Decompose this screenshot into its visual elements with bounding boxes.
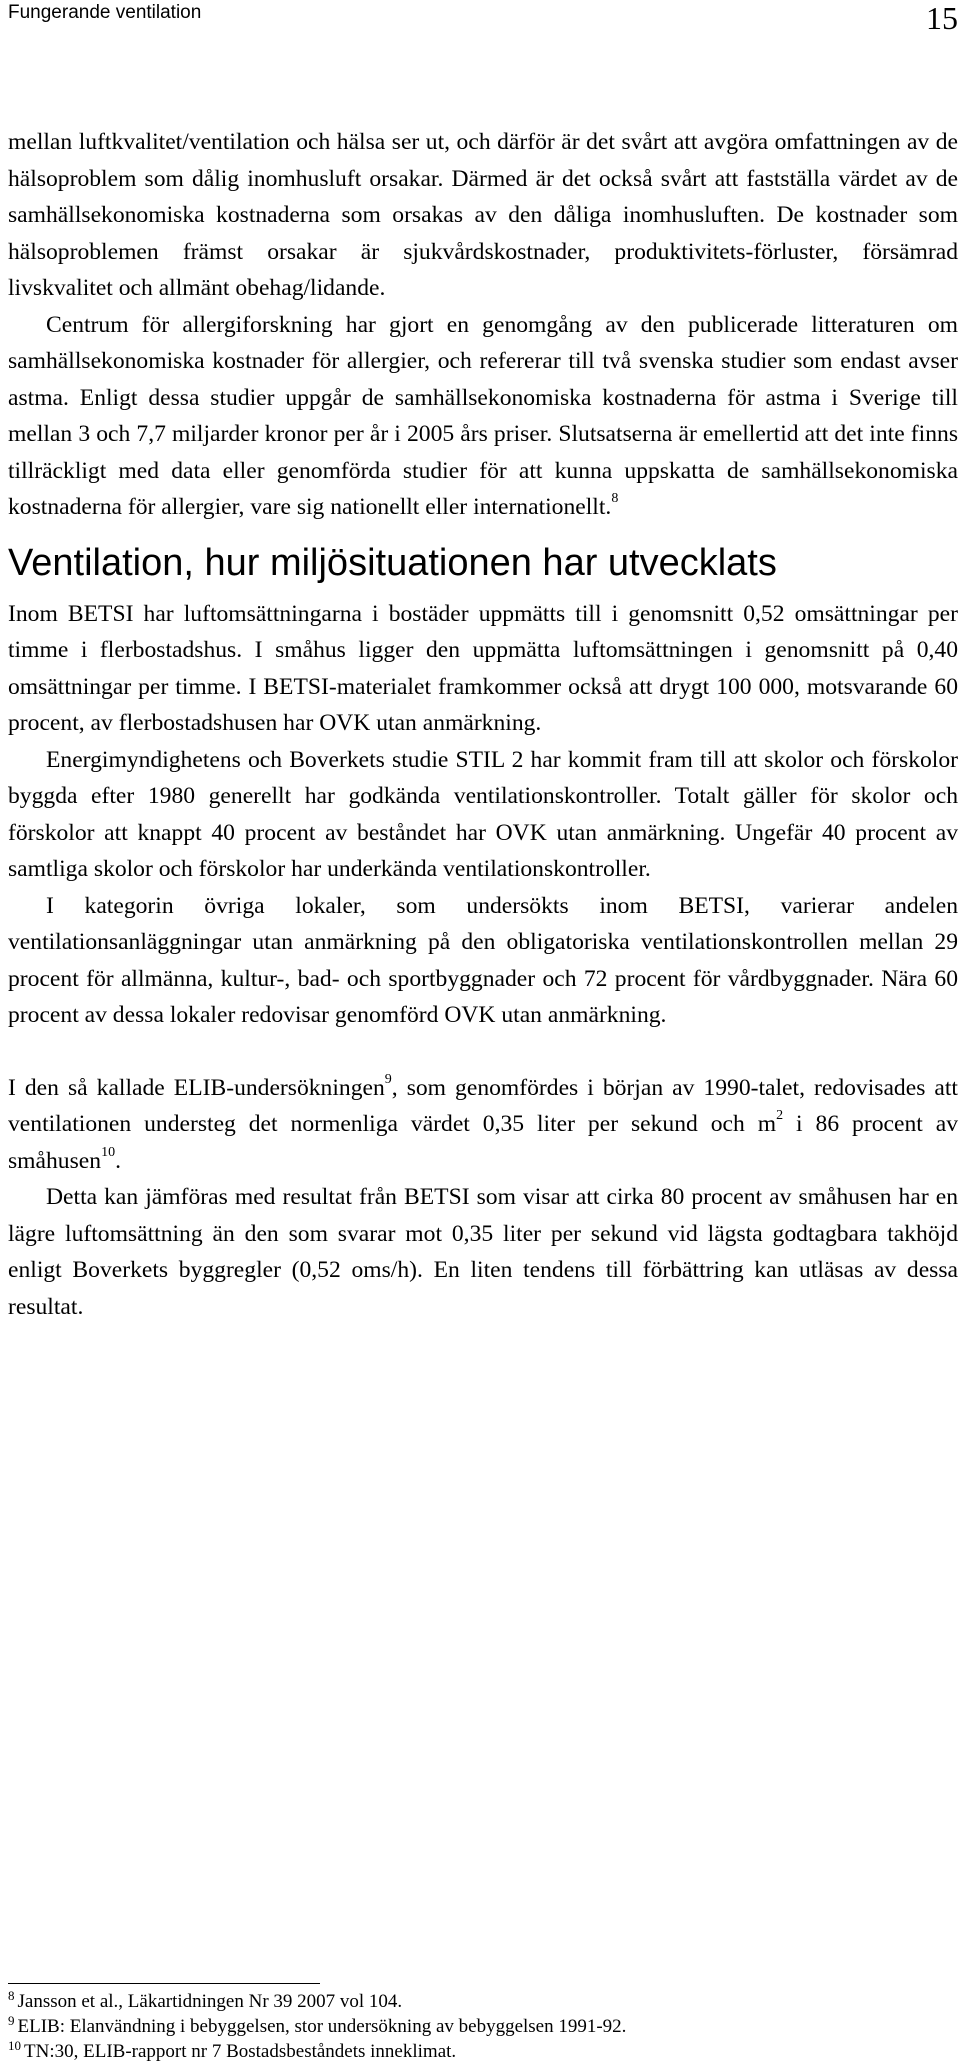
page-header — [8, 0, 958, 40]
paragraph: I kategorin övriga lokaler, som undersökts inom BETSI, varierar andelen ventilationsanläggningar utan anmärkning på den obligatoriska ventilationskontrollen mellan 29 procent för allmänna, kultur-, bad- och sportbyggnader och 72 procent för vårdbyggnader. Nära 60 procent av dessa lokaler redovisar genomförd OVK utan anmärkning. — [8, 892, 958, 1028]
paragraph: mellan luftkvalitet/ventilation och hälsa ser ut, och därför är det svårt att avgöra omfattningen av de hälsoproblem som dålig inomhusluft orsakar. Därmed är det också svårt att fastställa värdet av de samhällsekonomiska kostnaderna som orsakas av den dåliga inomhusluften. De kostnader som hälsoproblemen främst orsakar är sjukvårdskostnader, produktivitets-förluster, försämrad livskvalitet och allmänt obehag/lidande. — [8, 129, 958, 301]
footnote — [8, 2015, 958, 2040]
footnote-reference: 10 — [101, 1144, 116, 1160]
superscript-exponent: 2 — [776, 1108, 784, 1124]
section-heading: Ventilation, hur miljösituationen har utvecklats — [8, 541, 777, 584]
running-title: Fungerande ventilation — [8, 2, 202, 23]
footnote-text: Jansson et al., Läkartidningen Nr 39 2007 vol 104. — [17, 1991, 403, 2012]
paragraph-text: , som genomfördes i början av 1990-talet, redovisades att ventilationen understeg det normenliga värdet 0,35 liter per sekund och m — [8, 1074, 958, 1137]
footnote-mark: 9 — [8, 2013, 15, 2028]
paragraph: Inom BETSI har luftomsättningarna i bostäder uppmätts till i genomsnitt 0,52 omsättningar per timme i flerbostadshus. I småhus ligger den uppmätta luftomsättningen i genomsnitt på 0,40 omsättningar per timme. I BETSI-materialet framkommer också att drygt 100 000, motsvarande 60 procent, av flerbostadshusen har OVK utan anmärkning. — [8, 600, 958, 736]
paragraph-text: Centrum för allergiforskning har gjort en genomgång av den publicerade litteraturen om samhällsekonomiska kostnader för allergier, och refererar till två svenska studier som endast avser astma. Enligt dessa studier uppgår de samhällsekonomiska kostnaderna för astma i Sverige till mellan 3 och 7,7 miljarder kronor per år i 2005 års priser. Slutsatserna är emellertid att det inte finns tillräckligt med data eller genomförda studier för att kunna uppskatta de samhällsekonomiska kostnaderna för allergier, vare sig nationellt eller internationellt. — [8, 311, 958, 520]
footnote-mark: 8 — [8, 1988, 15, 2003]
paragraph: Detta kan jämföras med resultat från BETSI som visar att cirka 80 procent av småhusen har en lägre luftomsättning än den som svarar mot 0,35 liter per sekund vid lägsta godtagbara takhöjd enligt Boverkets byggregler (0,52 oms/h). En liten tendens till förbättring kan utläsas av dessa resultat. — [8, 1184, 958, 1320]
footnote — [8, 1990, 958, 2015]
footnotes — [8, 1990, 958, 2065]
paragraph-text: I den så kallade ELIB-undersökningen — [8, 1074, 385, 1101]
footnote-text: ELIB: Elanvändning i bebyggelsen, stor undersökning av bebyggelsen 1991-92. — [17, 2016, 627, 2037]
paragraph — [8, 1070, 958, 1180]
paragraph — [8, 307, 958, 526]
footnote-reference: 9 — [384, 1071, 392, 1087]
paragraph-text: i 86 procent av småhusen — [8, 1111, 958, 1174]
page-number: 15 — [926, 0, 958, 36]
paragraph: Energimyndighetens och Boverkets studie STIL 2 har kommit fram till att skolor och förskolor byggda efter 1980 generellt har godkända ventilationskontroller. Totalt gäller för skolor och förskolor att knappt 40 procent av beståndet har OVK utan anmärkning. Ungefär 40 procent av samtliga skolor och förskolor har underkända ventilationskontroller. — [8, 746, 958, 882]
footnote-divider — [8, 1983, 320, 1984]
footnote-reference: 8 — [611, 491, 619, 507]
footnote-mark: 10 — [8, 2038, 21, 2053]
paragraph-gap — [8, 1034, 958, 1070]
body-text — [8, 124, 958, 1325]
footnote — [8, 2040, 958, 2065]
footnote-text: TN:30, ELIB-rapport nr 7 Bostadsbeståndets inneklimat. — [24, 2041, 457, 2062]
paragraph-text: . — [115, 1147, 121, 1174]
